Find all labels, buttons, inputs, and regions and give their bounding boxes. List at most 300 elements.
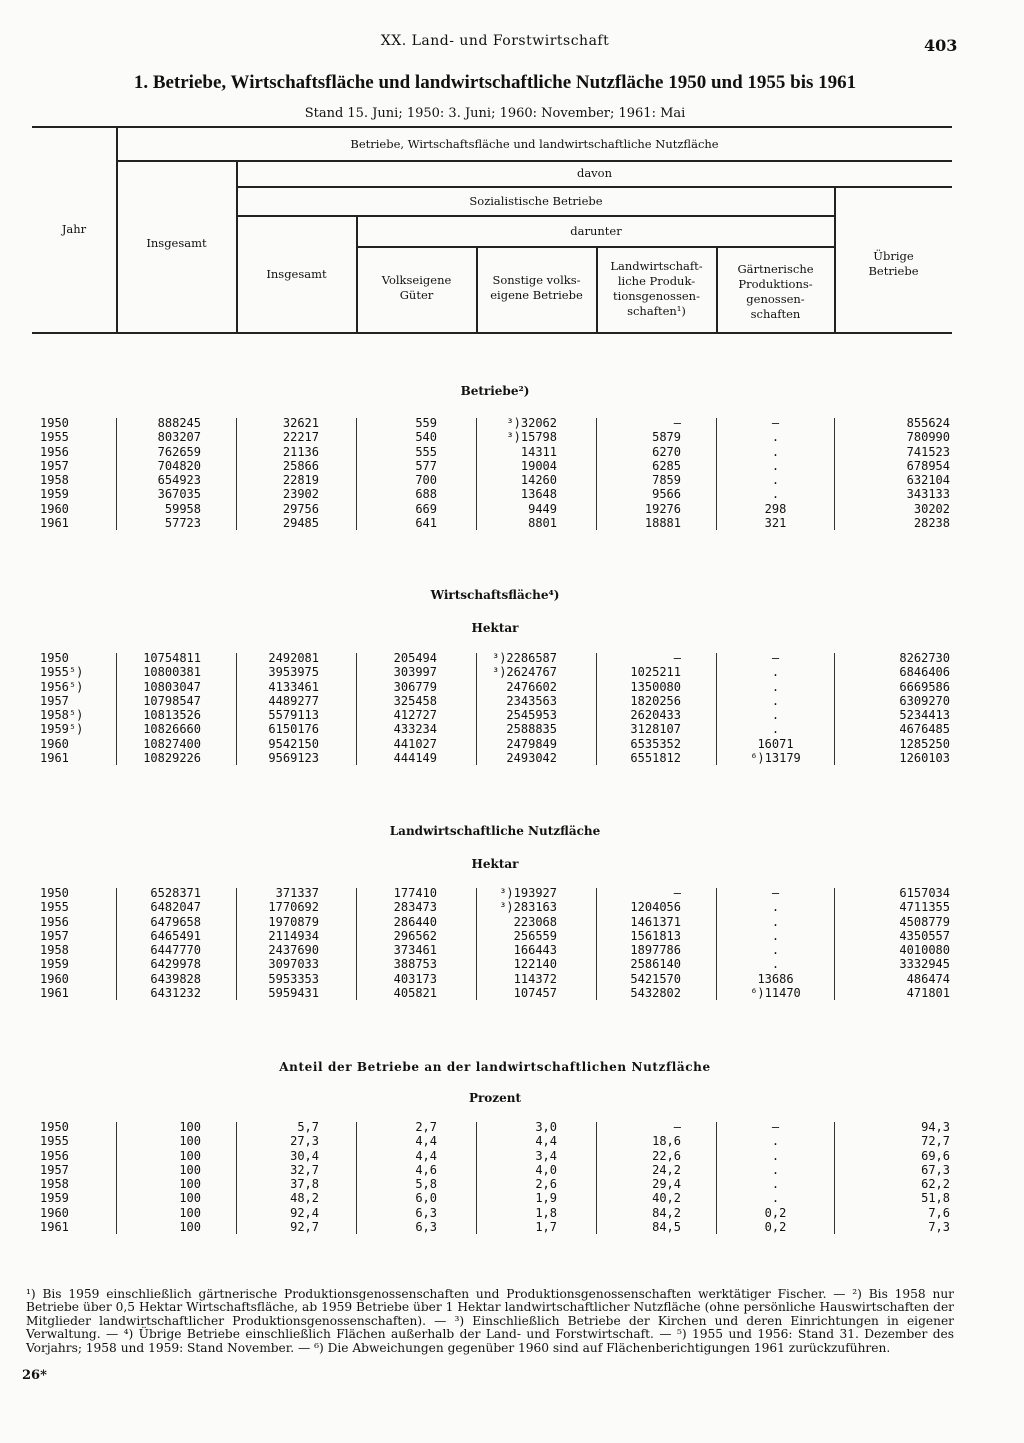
table-cell: 10813526 [143, 708, 201, 723]
table-cell: 6285 [652, 458, 681, 473]
block-column-divider [476, 653, 477, 765]
table-cell: . [771, 914, 780, 929]
table-cell: 13686 [757, 971, 794, 986]
col-head-davon: davon [576, 166, 613, 180]
table-cell: 632104 [906, 473, 950, 488]
table-cell: 343133 [906, 487, 950, 502]
block-column-divider [236, 1122, 237, 1234]
table-cell: 1956 [40, 914, 69, 929]
table-cell: . [771, 957, 780, 972]
column-sonstige [477, 651, 557, 765]
table-cell: 559 [415, 416, 437, 430]
table-cell: 7,6 [928, 1205, 950, 1220]
table-cell: 1961 [40, 516, 69, 531]
col-head-veg [357, 273, 476, 303]
chapter-header: XX. Land- und Forstwirtschaft [380, 33, 610, 49]
table-cell: 10827400 [143, 736, 201, 751]
table-cell: 29,4 [652, 1177, 681, 1192]
col-head-gpg-line1: Gärtnerische [737, 262, 814, 276]
table-cell: . [771, 665, 780, 680]
table-cell: 48,2 [290, 1191, 319, 1206]
table-cell: 1957 [40, 928, 69, 943]
table-cell: 1956 [40, 444, 69, 459]
col-head-lpg-line4: schaften¹) [627, 304, 686, 318]
table-cell: . [771, 430, 780, 445]
col-head-sonstige-line2: eigene Betriebe [490, 288, 583, 302]
table-cell: 4,4 [415, 1148, 437, 1163]
column-soz-insgesamt [237, 651, 319, 765]
table-cell: 371337 [275, 886, 319, 900]
table-cell: 1955 [40, 430, 69, 445]
table-cell: 6535352 [630, 736, 681, 751]
table-cell: 10754811 [143, 651, 201, 665]
table-cell: 321 [764, 516, 787, 531]
column-uebrige [835, 651, 950, 765]
table-cell: 486474 [906, 971, 950, 986]
col-head-span-top: Betriebe, Wirtschaftsfläche und landwirtschaftliche Nutzfläche [350, 137, 719, 151]
table-cell: 0,2 [764, 1205, 787, 1220]
table-cell: 19276 [644, 501, 681, 516]
table-cell: 10798547 [143, 693, 201, 708]
section-unit-anteil: Prozent [468, 1091, 522, 1105]
table-cell: 286440 [393, 914, 437, 929]
table-cell: 9449 [528, 501, 557, 516]
col-head-sonstige-line1: Sonstige volks- [492, 273, 581, 287]
table-head-bottom-rule [32, 332, 952, 334]
table-cell: 1950 [40, 651, 69, 665]
table-cell: 6,3 [415, 1205, 437, 1220]
col-head-lpg-line1: Landwirtschaft- [610, 259, 703, 273]
table-cell: 100 [179, 1148, 201, 1163]
table-cell: 4010080 [899, 943, 950, 958]
table-cell: 2437690 [268, 943, 319, 958]
table-cell: 4489277 [268, 693, 319, 708]
table-cell: . [771, 693, 780, 708]
col-head-sozialistische: Sozialistische Betriebe [469, 194, 603, 208]
footnotes: ¹) Bis 1959 einschließlich gärtnerische Produktionsgenossenschaften und Produktionsgenossenschaften werktätiger Fischer. — ²) Bis 1958 nur Betriebe über 0,5 Hektar Wirtschaftsfläche, ab 1959 Betriebe über 1 Hektar landwirtschaftlicher Nutzfläche (ohne persönliche Hauswirtschaften der Mitglieder landwirtschaftlicher Produktionsgenossenschaften). — ³) Einschließlich Betriebe der Kirchen und deren Einrichtungen in eigener Verwaltung. — ⁴) Übrige Betriebe einschließlich Flächen außerhalb der Land- und Forstwirtschaft. — ⁵) 1955 und 1956: Stand 31. Dezember des Vorjahrs; 1958 und 1959: Stand November. — ⁶) Die Abweichungen gegenüber 1960 sind auf Flächenberichtigungen 1961 zurückzuführen. [26, 1287, 954, 1355]
table-cell: 2343563 [506, 693, 557, 708]
table-cell: 22,6 [652, 1148, 681, 1163]
table-cell: . [771, 679, 780, 694]
table-cell: 577 [415, 458, 437, 473]
table-cell: 1950 [40, 416, 69, 430]
column-lpg [597, 416, 681, 530]
block-column-divider [476, 418, 477, 530]
block-column-divider [356, 418, 357, 530]
table-cell: 1961 [40, 751, 69, 766]
table-cell: 223068 [513, 914, 557, 929]
sheet-signature: 26* [22, 1368, 47, 1383]
table-cell: ³)2286587 [491, 651, 557, 665]
block-column-divider [116, 653, 117, 765]
table-cell: 5234413 [899, 708, 950, 723]
table-cell: 1204056 [630, 900, 681, 915]
table-cell: 9542150 [268, 736, 319, 751]
table-cell: . [771, 708, 780, 723]
table-cell: . [771, 1148, 780, 1163]
table-cell: . [771, 1191, 780, 1206]
column-sonstige [477, 1120, 557, 1234]
table-cell: 14311 [520, 444, 557, 459]
table-cell: 30202 [913, 501, 950, 516]
table-cell: 1955 [40, 1134, 69, 1149]
table-cell: 388753 [393, 957, 437, 972]
table-cell: 30,4 [290, 1148, 319, 1163]
column-sonstige [477, 886, 557, 1000]
table-cell: 5953353 [268, 971, 319, 986]
table-cell: 1957 [40, 458, 69, 473]
table-cell: 2493042 [506, 751, 557, 766]
table-cell: 1959 [40, 1191, 69, 1206]
table-cell: 100 [179, 1191, 201, 1206]
column-gpg [717, 1120, 834, 1234]
table-cell: 21136 [282, 444, 319, 459]
rule-under-davon [237, 186, 952, 188]
table-cell: 62,2 [921, 1177, 950, 1192]
table-cell: 0,2 [764, 1220, 787, 1235]
table-cell: 10826660 [143, 722, 201, 737]
block-column-divider [356, 888, 357, 1000]
section-heading-anteil: Anteil der Betriebe an der landwirtschaftlichen Nutzfläche [279, 1060, 711, 1074]
table-cell: 4,4 [415, 1134, 437, 1149]
table-cell: 57723 [164, 516, 201, 531]
table-cell: 1961 [40, 986, 69, 1001]
table-cell: 205494 [393, 651, 437, 665]
section-unit-nutzflaeche: Hektar [471, 857, 519, 871]
table-cell: 3,0 [535, 1120, 557, 1134]
table-cell: 7859 [652, 473, 681, 488]
table-cell: 6431232 [150, 986, 201, 1001]
table-cell: 28238 [913, 516, 950, 531]
table-cell: 107457 [513, 986, 557, 1001]
table-cell: 1957 [40, 1162, 69, 1177]
table-cell: 1561813 [630, 928, 681, 943]
table-cell: 22819 [282, 473, 319, 488]
table-cell: 100 [179, 1162, 201, 1177]
block-column-divider [716, 1122, 717, 1234]
col-head-uebrige [835, 249, 952, 279]
rule-under-sozialistische [237, 215, 835, 217]
table-cell: . [771, 928, 780, 943]
column-insgesamt [117, 416, 201, 530]
table-cell: 1959 [40, 957, 69, 972]
table-cell: 325458 [393, 693, 437, 708]
table-cell: 6447770 [150, 943, 201, 958]
col-head-sonstige [477, 273, 596, 303]
table-cell: 18881 [644, 516, 681, 531]
table-cell: 1956 [40, 1148, 69, 1163]
table-cell: 296562 [393, 928, 437, 943]
table-cell: ³)15798 [506, 430, 557, 445]
column-gpg [717, 651, 834, 765]
block-column-divider [476, 888, 477, 1000]
section-unit-wirtschaftsflaeche: Hektar [471, 621, 519, 635]
table-cell: 5879 [652, 430, 681, 445]
table-cell: 100 [179, 1120, 201, 1134]
table-cell: 298 [764, 501, 787, 516]
table-cell: . [771, 444, 780, 459]
column-veg [357, 886, 437, 1000]
block-column-divider [834, 653, 835, 765]
column-veg [357, 651, 437, 765]
table-cell: 3332945 [899, 957, 950, 972]
column-veg [357, 1120, 437, 1234]
block-column-divider [236, 418, 237, 530]
column-lpg [597, 1120, 681, 1234]
table-cell: 762659 [157, 444, 201, 459]
table-cell: 2492081 [268, 651, 319, 665]
col-head-gpg [717, 262, 834, 322]
section-heading-betriebe: Betriebe²) [460, 384, 530, 398]
table-cell: 6482047 [150, 900, 201, 915]
table-cell: 67,3 [921, 1162, 950, 1177]
table-cell: 6439828 [150, 971, 201, 986]
table-cell: 59958 [164, 501, 201, 516]
table-cell: 1957 [40, 693, 69, 708]
table-cell: 669 [415, 501, 437, 516]
table-cell: 433234 [393, 722, 437, 737]
column-sonstige [477, 416, 557, 530]
block-column-divider [596, 653, 597, 765]
table-cell: 444149 [393, 751, 437, 766]
table-cell: 2588835 [506, 722, 557, 737]
table-cell: 5959431 [268, 986, 319, 1001]
col-head-lpg [597, 259, 716, 319]
block-column-divider [596, 888, 597, 1000]
table-cell: 100 [179, 1205, 201, 1220]
table-cell: 51,8 [921, 1191, 950, 1206]
table-cell: 10829226 [143, 751, 201, 766]
table-cell: . [771, 473, 780, 488]
table-cell: 2476602 [506, 679, 557, 694]
table-cell: 24,2 [652, 1162, 681, 1177]
block-column-divider [596, 418, 597, 530]
table-cell: 741523 [906, 444, 950, 459]
block-column-divider [716, 653, 717, 765]
col-head-darunter: darunter [570, 224, 622, 238]
table-cell: 177410 [393, 886, 437, 900]
column-lpg [597, 886, 681, 1000]
page-number: 403 [924, 36, 958, 55]
col-divider-insgesamt [236, 160, 238, 333]
column-insgesamt [117, 651, 201, 765]
table-subtitle: Stand 15. Juni; 1950: 3. Juni; 1960: November; 1961: Mai [304, 106, 686, 121]
table-cell: . [771, 722, 780, 737]
column-uebrige [835, 1120, 950, 1234]
table-cell: ³)193927 [499, 886, 557, 900]
table-cell: 22217 [282, 430, 319, 445]
table-cell: 688 [415, 487, 437, 502]
table-cell: 373461 [393, 943, 437, 958]
col-head-jahr: Jahr [61, 222, 87, 236]
col-head-veg-line2: Güter [399, 288, 434, 302]
table-cell: 1820256 [630, 693, 681, 708]
section-heading-wirtschaftsflaeche: Wirtschaftsfläche⁴) [430, 588, 560, 602]
block-column-divider [716, 888, 717, 1000]
col-head-insgesamt: Insgesamt [146, 236, 207, 250]
table-cell: 29485 [282, 516, 319, 531]
table-cell: 1959 [40, 487, 69, 502]
table-cell: 2620433 [630, 708, 681, 723]
table-cell: 1955 [40, 900, 69, 915]
col-head-lpg-line3: tionsgenossen- [613, 289, 700, 303]
table-cell: 84,5 [652, 1220, 681, 1235]
table-cell: 72,7 [921, 1134, 950, 1149]
column-uebrige [835, 886, 950, 1000]
column-lpg [597, 651, 681, 765]
table-cell: 471801 [906, 986, 950, 1001]
block-column-divider [596, 1122, 597, 1234]
table-cell: 4676485 [899, 722, 950, 737]
table-cell: 4,4 [535, 1134, 557, 1149]
table-cell: 9566 [652, 487, 681, 502]
table-cell: 1461371 [630, 914, 681, 929]
table-cell: 6551812 [630, 751, 681, 766]
column-insgesamt [117, 1120, 201, 1234]
block-column-divider [356, 1122, 357, 1234]
table-cell: 94,3 [921, 1120, 950, 1134]
table-cell: 8801 [528, 516, 557, 531]
table-cell: — [771, 886, 780, 900]
table-cell: . [771, 487, 780, 502]
table-cell: 114372 [513, 971, 557, 986]
table-cell: ³)2624767 [491, 665, 557, 680]
table-cell: 855624 [906, 416, 950, 430]
column-years [40, 416, 110, 530]
table-cell: 654923 [157, 473, 201, 488]
table-cell: 7,3 [928, 1220, 950, 1235]
table-cell: 18,6 [652, 1134, 681, 1149]
table-cell: 5421570 [630, 971, 681, 986]
table-cell: ³)283163 [499, 900, 557, 915]
table-cell: 1958 [40, 473, 69, 488]
table-cell: 1770692 [268, 900, 319, 915]
table-cell: 5432802 [630, 986, 681, 1001]
table-cell: 555 [415, 444, 437, 459]
column-uebrige [835, 416, 950, 530]
table-cell: 6479658 [150, 914, 201, 929]
table-cell: 6309270 [899, 693, 950, 708]
table-cell: 9569123 [268, 751, 319, 766]
table-cell: 4,6 [415, 1162, 437, 1177]
table-cell: 23902 [282, 487, 319, 502]
block-column-divider [834, 1122, 835, 1234]
col-head-uebrige-line2: Betriebe [868, 264, 919, 278]
table-cell: 1950 [40, 886, 69, 900]
column-insgesamt [117, 886, 201, 1000]
table-cell: 2,7 [415, 1120, 437, 1134]
table-cell: 92,7 [290, 1220, 319, 1235]
table-cell: 405821 [393, 986, 437, 1001]
block-column-divider [236, 653, 237, 765]
col-head-uebrige-line1: Übrige [873, 249, 914, 263]
table-cell: 441027 [393, 736, 437, 751]
table-cell: 3,4 [535, 1148, 557, 1163]
column-soz-insgesamt [237, 416, 319, 530]
table-cell: — [673, 886, 681, 900]
table-cell: — [771, 416, 780, 430]
table-cell: 780990 [906, 430, 950, 445]
table-cell: 803207 [157, 430, 201, 445]
table-cell: ⁶)11470 [750, 986, 801, 1001]
block-column-divider [356, 653, 357, 765]
table-cell: 10803047 [143, 679, 201, 694]
table-cell: — [673, 651, 681, 665]
table-cell: 37,8 [290, 1177, 319, 1192]
table-cell: 2114934 [268, 928, 319, 943]
table-cell: 6,3 [415, 1220, 437, 1235]
table-cell: 1958 [40, 1177, 69, 1192]
table-cell: 1350080 [630, 679, 681, 694]
table-cell: 6270 [652, 444, 681, 459]
column-gpg [717, 886, 834, 1000]
table-cell: 4508779 [899, 914, 950, 929]
table-cell: — [771, 1120, 780, 1134]
block-column-divider [236, 888, 237, 1000]
table-cell: 13648 [520, 487, 557, 502]
table-cell: 1958⁵) [40, 708, 84, 723]
table-cell: 700 [415, 473, 437, 488]
column-soz-insgesamt [237, 1120, 319, 1234]
table-cell: ³)32062 [506, 416, 557, 430]
table-cell: . [771, 1162, 780, 1177]
table-cell: 16071 [757, 736, 794, 751]
table-cell: 8262730 [899, 651, 950, 665]
table-cell: 3128107 [630, 722, 681, 737]
table-cell: 678954 [906, 458, 950, 473]
table-cell: 25866 [282, 458, 319, 473]
table-cell: 19004 [520, 458, 557, 473]
column-veg [357, 416, 437, 530]
table-cell: 1,8 [535, 1205, 557, 1220]
section-heading-nutzflaeche: Landwirtschaftliche Nutzfläche [389, 824, 601, 838]
table-cell: 14260 [520, 473, 557, 488]
table-cell: 1958 [40, 943, 69, 958]
table-cell: 32,7 [290, 1162, 319, 1177]
table-cell: 5,7 [297, 1120, 319, 1134]
table-cell: . [771, 943, 780, 958]
table-cell: 6,0 [415, 1191, 437, 1206]
table-cell: 367035 [157, 487, 201, 502]
block-column-divider [716, 418, 717, 530]
table-cell: 1,9 [535, 1191, 557, 1206]
table-cell: 29756 [282, 501, 319, 516]
table-cell: 1959⁵) [40, 722, 84, 737]
table-cell: 1,7 [535, 1220, 557, 1235]
table-cell: 32621 [282, 416, 319, 430]
table-cell: 4711355 [899, 900, 950, 915]
table-cell: 283473 [393, 900, 437, 915]
table-cell: 256559 [513, 928, 557, 943]
table-cell: — [673, 1120, 681, 1134]
table-cell: 1950 [40, 1120, 69, 1134]
rule-under-span [117, 160, 952, 162]
table-cell: — [673, 416, 681, 430]
table-cell: 5,8 [415, 1177, 437, 1192]
table-cell: 6429978 [150, 957, 201, 972]
table-top-rule [32, 126, 952, 128]
table-cell: 412727 [393, 708, 437, 723]
table-cell: 2479849 [506, 736, 557, 751]
table-cell: 100 [179, 1177, 201, 1192]
col-head-gpg-line3: genossen- [746, 292, 805, 306]
table-cell: 704820 [157, 458, 201, 473]
table-cell: 69,6 [921, 1148, 950, 1163]
table-cell: 2586140 [630, 957, 681, 972]
table-cell: 1961 [40, 1220, 69, 1235]
table-cell: 1955⁵) [40, 665, 84, 680]
table-cell: 1025211 [630, 665, 681, 680]
